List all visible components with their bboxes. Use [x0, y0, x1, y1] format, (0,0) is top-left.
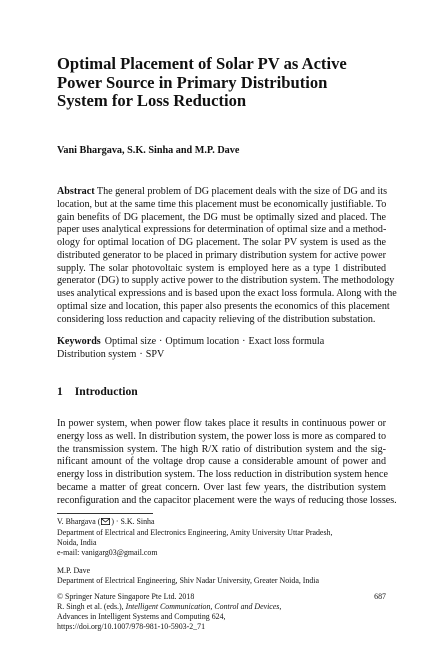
- body-line: energy loss in distribution system. The loss reduction in distribution system hence: [57, 469, 389, 480]
- citation-line: [57, 602, 386, 612]
- abstract-line: paper uses analytical expressions for determination of optimal size and a method-: [57, 224, 387, 236]
- abstract-line: ology for optimal location of DG placement. The solar PV system is used as the: [57, 237, 386, 248]
- abstract-label: Abstract: [57, 186, 95, 197]
- doi-link[interactable]: https://doi.org/10.1007/978-981-10-5903-2_71: [57, 621, 206, 631]
- body-line: became a matter of great concern. Over last few years, the distribution system: [57, 481, 386, 493]
- envelope-icon: [101, 518, 110, 528]
- abstract-line: [57, 186, 386, 199]
- abstract-line: optimal size and location, this paper also presents the economics of this placement: [57, 300, 390, 312]
- abstract-line: gain benefits of DG placement, the DG must be optimally sized and placed. The: [57, 211, 386, 223]
- keyword-separator: ·: [159, 336, 163, 347]
- footnote-affiliation: Department of Electrical and Electronics Engineering, Amity University Uttar Pradesh,: [57, 527, 333, 537]
- footnote-author-text: V. Bhargava (: [57, 517, 101, 526]
- abstract-line: supply. The solar photovoltaic system is employed here as a type 1 distributed: [57, 262, 386, 274]
- title-line: Power Source in Primary Distribution: [57, 72, 328, 92]
- author-footnotes: [57, 517, 397, 585]
- book-title: Intelligent Communication, Control and Devices: [125, 601, 280, 611]
- body-line: energy loss as well. In distribution system, the power loss is more as compared to: [57, 430, 386, 442]
- title-line: System for Loss Reduction: [57, 91, 247, 111]
- keyword: Optimum location: [165, 336, 240, 347]
- abstract: [57, 186, 397, 326]
- keywords-line: [57, 336, 386, 349]
- abstract-line: location, but at the same time this placement must be economically justifiable. To: [57, 198, 387, 210]
- series-line: Advances in Intelligent Systems and Computing 624,: [57, 611, 226, 621]
- abstract-line: generator (DG) to supply active power to the distribution system. The methodology: [57, 275, 395, 287]
- abstract-line: uses analytical expressions and is based upon the exact loss formula. Along with the: [57, 288, 397, 299]
- body-line: nificant amount of the voltage drop cause a considerable amount of power and: [57, 456, 386, 468]
- citation-editors: R. Singh et al. (eds.),: [57, 601, 126, 611]
- keyword-separator: ·: [139, 348, 143, 360]
- keyword: Optimal size: [104, 336, 157, 347]
- section-heading: [57, 385, 138, 398]
- section-number: 1: [57, 385, 63, 398]
- citation-suffix: ,: [279, 601, 282, 611]
- abstract-line: considering loss reduction and capacity relieving of the distribution substation.: [57, 313, 376, 325]
- body-line: reconfiguration and the capacitor placement were the ways of reducing those losses.: [57, 494, 397, 506]
- paper-title: [57, 55, 397, 111]
- copyright-line: © Springer Nature Singapore Pte Ltd. 2018: [57, 592, 195, 601]
- keywords-line: [57, 349, 386, 362]
- keyword: Exact loss formula: [248, 336, 325, 347]
- footnote-email[interactable]: e-mail: vanigarg03@gmail.com: [57, 547, 158, 557]
- footnote-affiliation: Noida, India: [57, 537, 97, 547]
- introduction-text: [57, 418, 397, 507]
- keywords-label: Keywords: [57, 336, 101, 347]
- keyword: Distribution system: [57, 348, 137, 360]
- keyword-separator: ·: [242, 336, 246, 347]
- abstract-line: distributed generator to be placed in primary distribution system for active power: [57, 249, 386, 261]
- page-number: 687: [374, 592, 386, 601]
- author-list: Vani Bhargava, S.K. Sinha and M.P. Dave: [57, 145, 240, 156]
- section-title: Introduction: [74, 385, 138, 398]
- footnote-authors: [57, 517, 397, 528]
- keywords: [57, 336, 386, 362]
- footnote-author: M.P. Dave: [57, 565, 91, 575]
- title-line: Optimal Placement of Solar PV as Active: [57, 54, 347, 73]
- body-line: In power system, when power flow takes place it results in continuous power or: [57, 418, 386, 429]
- body-line: the transmission system. The high R/X ratio of distribution system and the sig-: [57, 443, 386, 455]
- abstract-text: The general problem of DG placement deals with the size of DG and its: [96, 186, 388, 197]
- publication-info: [57, 592, 386, 632]
- keyword: SPV: [145, 348, 165, 360]
- footnote-divider: [57, 513, 153, 514]
- footnote-affiliation: Department of Electrical Engineering, Shiv Nadar University, Greater Noida, India: [57, 575, 319, 585]
- footnote-author-text: ) · S.K. Sinha: [111, 517, 155, 526]
